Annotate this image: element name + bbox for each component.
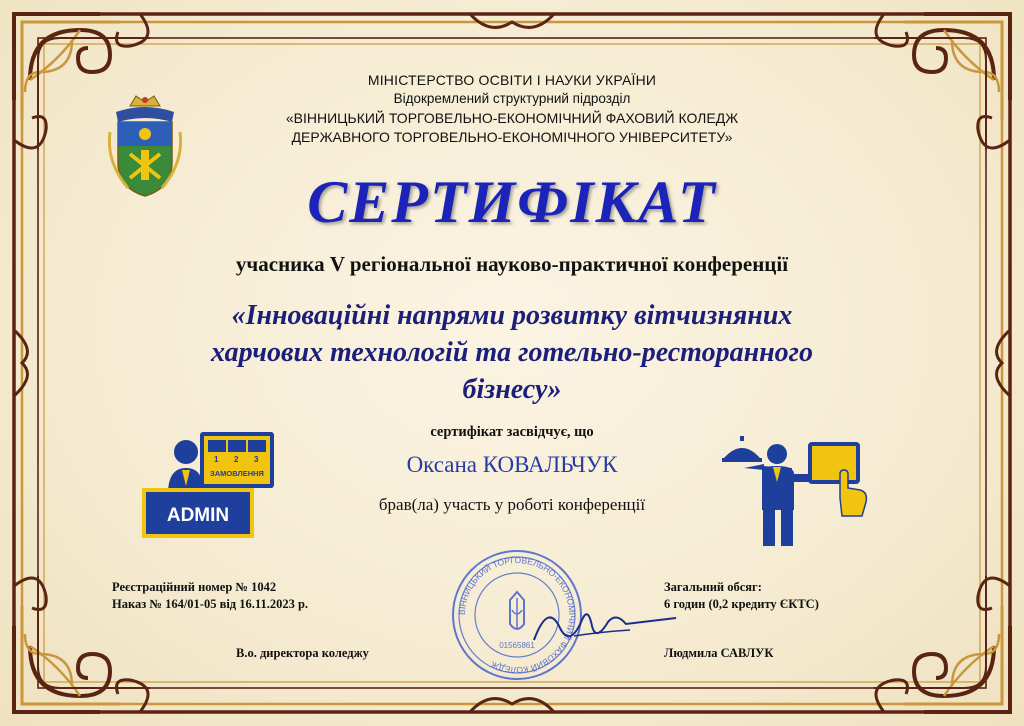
stamp-code: 01565861 — [499, 641, 535, 650]
signature-icon — [530, 592, 680, 652]
conference-theme-line2: харчових технологій та готельно-ресторанного — [210, 337, 814, 368]
total-volume-value: 6 годин (0,2 кредиту ЄКТС) — [664, 597, 819, 611]
conference-theme-line3: бізнесу» — [462, 374, 562, 405]
stamp-ring-text: ВІННИЦЬКИЙ ТОРГОВЕЛЬНО-ЕКОНОМІЧНИЙ ФАХОВИЙ КОЛЕДЖ — [456, 554, 578, 676]
screen-label: ЗАМОВЛЕННЯ — [210, 469, 264, 478]
structural-unit-line: Відокремлений структурний підрозділ — [393, 91, 631, 106]
participation-text: брав(ла) участь у роботі конференції — [378, 495, 646, 514]
registration-number: Реєстраційний номер № 1042 — [112, 580, 277, 594]
order-number: Наказ № 164/01-05 від 16.11.2023 р. — [112, 597, 309, 611]
college-name-line2: ДЕРЖАВНОГО ТОРГОВЕЛЬНО-ЕКОНОМІЧНОГО УНІВЕРСИТЕТУ» — [291, 129, 733, 145]
screen-number-2: 2 — [234, 455, 239, 464]
conference-theme-line1: «Інноваційні напрями розвитку вітчизняних — [231, 300, 793, 331]
waiter-tablet-icon — [722, 434, 874, 546]
college-name-line1: «ВІННИЦЬКИЙ ТОРГОВЕЛЬНО-ЕКОНОМІЧНИЙ ФАХОВИЙ КОЛЕДЖ — [285, 110, 739, 126]
signatory-position: В.о. директора коледжу — [236, 646, 369, 660]
total-volume-label: Загальний обсяг: — [664, 580, 762, 594]
ministry-heading: МІНІСТЕРСТВО ОСВІТИ І НАУКИ УКРАЇНИ — [367, 72, 657, 88]
screen-number-1: 1 — [214, 455, 219, 464]
admin-sign-text: ADMIN — [166, 505, 230, 526]
certificate-subtitle: учасника V регіональної науково-практичної конференції — [235, 252, 789, 276]
participant-name: Оксана КОВАЛЬЧУК — [406, 452, 618, 477]
certificate-title: СЕРТИФІКАТ — [307, 169, 717, 235]
screen-number-3: 3 — [254, 455, 259, 464]
signatory-name: Людмила САВЛУК — [664, 646, 774, 660]
admin-desk-icon — [142, 428, 278, 540]
certifies-text: сертифікат засвідчує, що — [430, 424, 594, 440]
